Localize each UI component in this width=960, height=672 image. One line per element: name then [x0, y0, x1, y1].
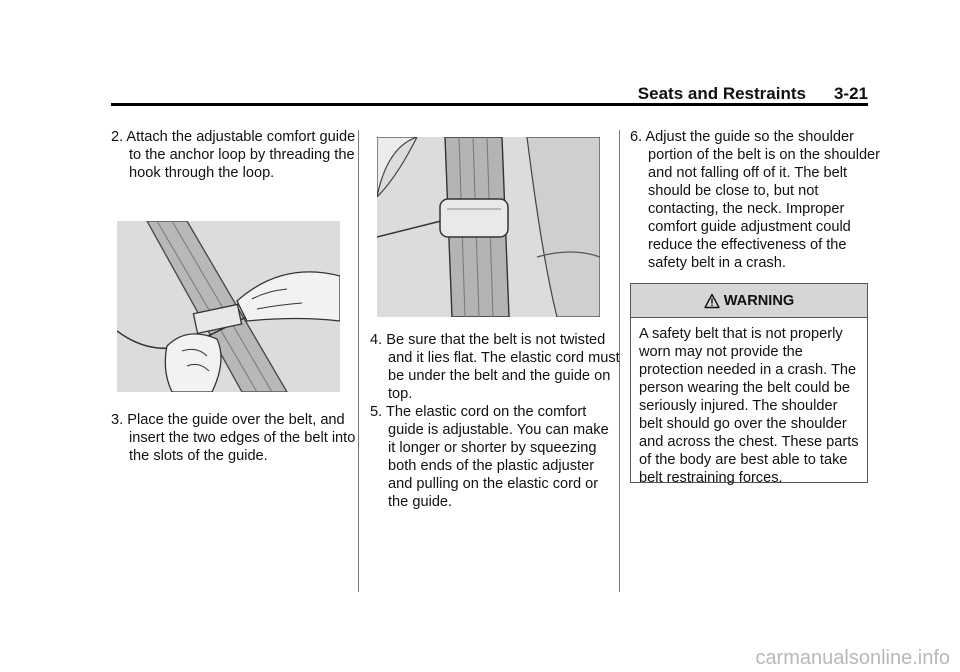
warning-header: [631, 284, 867, 318]
step-6: 6. Adjust the guide so the shoulder portion of the belt is on the shoulder and not falling off of it. The belt should be close to, but not contacting, the neck. Improper comfort guide adjustment could reduce the effectiveness of the safety belt in a crash.: [630, 129, 881, 271]
figure-guide-on-belt: [377, 137, 600, 317]
page-header: [111, 84, 868, 104]
column-divider-1: [358, 130, 359, 592]
section-title: Seats and Restraints: [637, 84, 806, 103]
step-2: 2. Attach the adjustable comfort guide to the anchor loop by threading the hook through the loop.: [111, 129, 356, 181]
warning-triangle-icon: [704, 293, 720, 309]
header-rule: [111, 103, 868, 106]
step-5: 5. The elastic cord on the comfort guide is adjustable. You can make it longer or shorter by squeezing both ends of the plastic adjuster and pulling on the elastic cord or the guide.: [370, 404, 609, 510]
warning-title: WARNING: [723, 292, 795, 309]
warning-text: A safety belt that is not properly worn may not provide the protection needed in a crash. The person wearing the belt could be seriously injured. The shoulder belt should go over the shoulder and across the chest. These parts of the body are best able to take belt restraining forces.: [639, 326, 859, 486]
watermark: carmanualsonline.info: [755, 647, 950, 669]
step-4: 4. Be sure that the belt is not twisted and it lies flat. The elastic cord must be under the belt and the guide on top.: [370, 332, 620, 402]
step-3: 3. Place the guide over the belt, and insert the two edges of the belt into the slots of the guide.: [111, 412, 356, 464]
page-number: 3-21: [833, 84, 868, 103]
belt-hands-illustration: [117, 221, 340, 392]
warning-box: [630, 283, 868, 486]
belt-guide-illustration: [377, 137, 600, 317]
figure-attach-guide: [117, 221, 340, 392]
